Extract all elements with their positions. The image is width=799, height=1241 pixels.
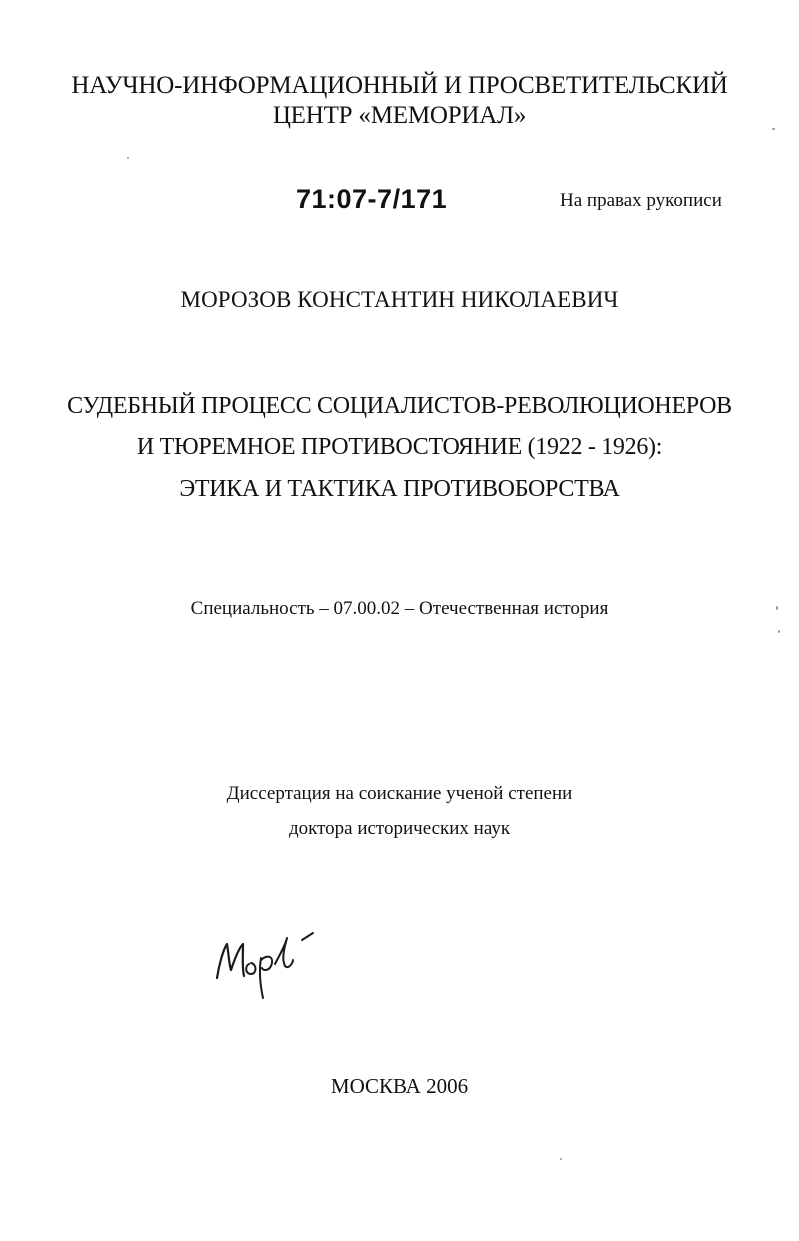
scan-speck [560,1158,562,1160]
specialty: Специальность – 07.00.02 – Отечественная история [190,598,609,619]
rights-note: На правах рукописи [560,190,722,211]
title-line-3: ЭТИКА И ТАКТИКА ПРОТИВОБОРСТВА [179,476,620,502]
scan-speck [772,128,775,130]
organization-line-2: ЦЕНТР «МЕМОРИАЛ» [272,102,527,129]
scan-speck [127,157,129,159]
city-year: МОСКВА 2006 [330,1074,469,1098]
scan-speck [778,630,780,633]
degree-line-1: Диссертация на соискание ученой степени [226,783,573,804]
catalog-number: 71:07-7/171 [296,184,448,214]
scan-speck [776,606,778,610]
title-line-1: СУДЕБНЫЙ ПРОЦЕСС СОЦИАЛИСТОВ-РЕВОЛЮЦИОНЕРОВ [67,393,732,419]
handwritten-signature [205,920,325,1005]
degree-line-2: доктора исторических наук [288,818,511,839]
title-line-2: И ТЮРЕМНОЕ ПРОТИВОСТОЯНИЕ (1922 - 1926): [136,434,663,460]
organization-line-1: НАУЧНО-ИНФОРМАЦИОННЫЙ И ПРОСВЕТИТЕЛЬСКИЙ [71,72,728,99]
author-name: МОРОЗОВ КОНСТАНТИН НИКОЛАЕВИЧ [180,287,619,312]
